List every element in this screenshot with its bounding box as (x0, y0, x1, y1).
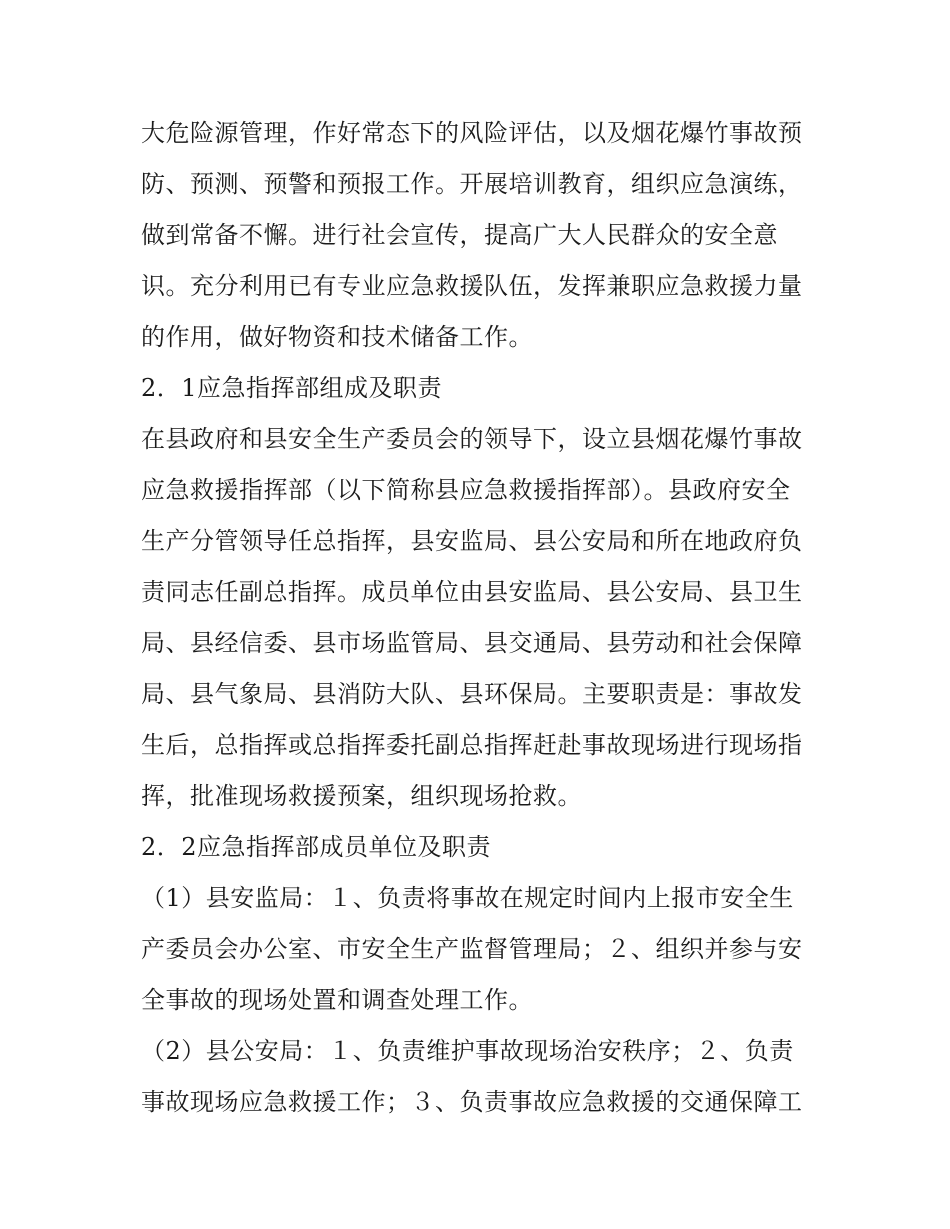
paragraph-line: 挥，批准现场救援预案，组织现场抢救。 (141, 782, 582, 810)
paragraph-line: 防、预测、预警和预报工作。开展培训教育，组织应急演练， (141, 170, 803, 198)
section-heading-2-2: 2．2应急指挥部成员单位及职责 (141, 833, 492, 861)
list-item-line: （2）县公安局：１、负责维护事故现场治安秩序；２、负责 (141, 1037, 794, 1065)
paragraph-line: 应急救援指挥部（以下简称县应急救援指挥部）。县政府安全 (141, 476, 791, 504)
document-body (141, 108, 813, 1128)
paragraph-line: 做到常备不懈。进行社会宣传，提高广大人民群众的安全意 (141, 221, 778, 249)
paragraph-line: 生后，总指挥或总指挥委托副总指挥赶赴事故现场进行现场指 (141, 731, 803, 759)
paragraph-line: 的作用，做好物资和技术储备工作。 (141, 323, 533, 351)
list-item-line: 产委员会办公室、市安全生产监督管理局；２、组织并参与安 (141, 935, 803, 963)
paragraph-line: 在县政府和县安全生产委员会的领导下，设立县烟花爆竹事故 (141, 425, 803, 453)
paragraph-line: 识。充分利用已有专业应急救援队伍，发挥兼职应急救援力量 (141, 272, 803, 300)
list-item-line: 事故现场应急救援工作；３、负责事故应急救援的交通保障工 (141, 1088, 803, 1116)
paragraph-line: 责同志任副总指挥。成员单位由县安监局、县公安局、县卫生 (141, 578, 803, 606)
paragraph-line: 局、县经信委、县市场监管局、县交通局、县劳动和社会保障 (141, 629, 803, 657)
paragraph-line: 大危险源管理，作好常态下的风险评估，以及烟花爆竹事故预 (141, 119, 803, 147)
paragraph-line: 局、县气象局、县消防大队、县环保局。主要职责是：事故发 (141, 680, 803, 708)
section-heading-2-1: 2．1应急指挥部组成及职责 (141, 374, 443, 402)
list-item-line: （1）县安监局：１、负责将事故在规定时间内上报市安全生 (141, 884, 794, 912)
paragraph-line: 生产分管领导任总指挥，县安监局、县公安局和所在地政府负 (141, 527, 803, 555)
list-item-line: 全事故的现场处置和调查处理工作。 (141, 986, 533, 1014)
